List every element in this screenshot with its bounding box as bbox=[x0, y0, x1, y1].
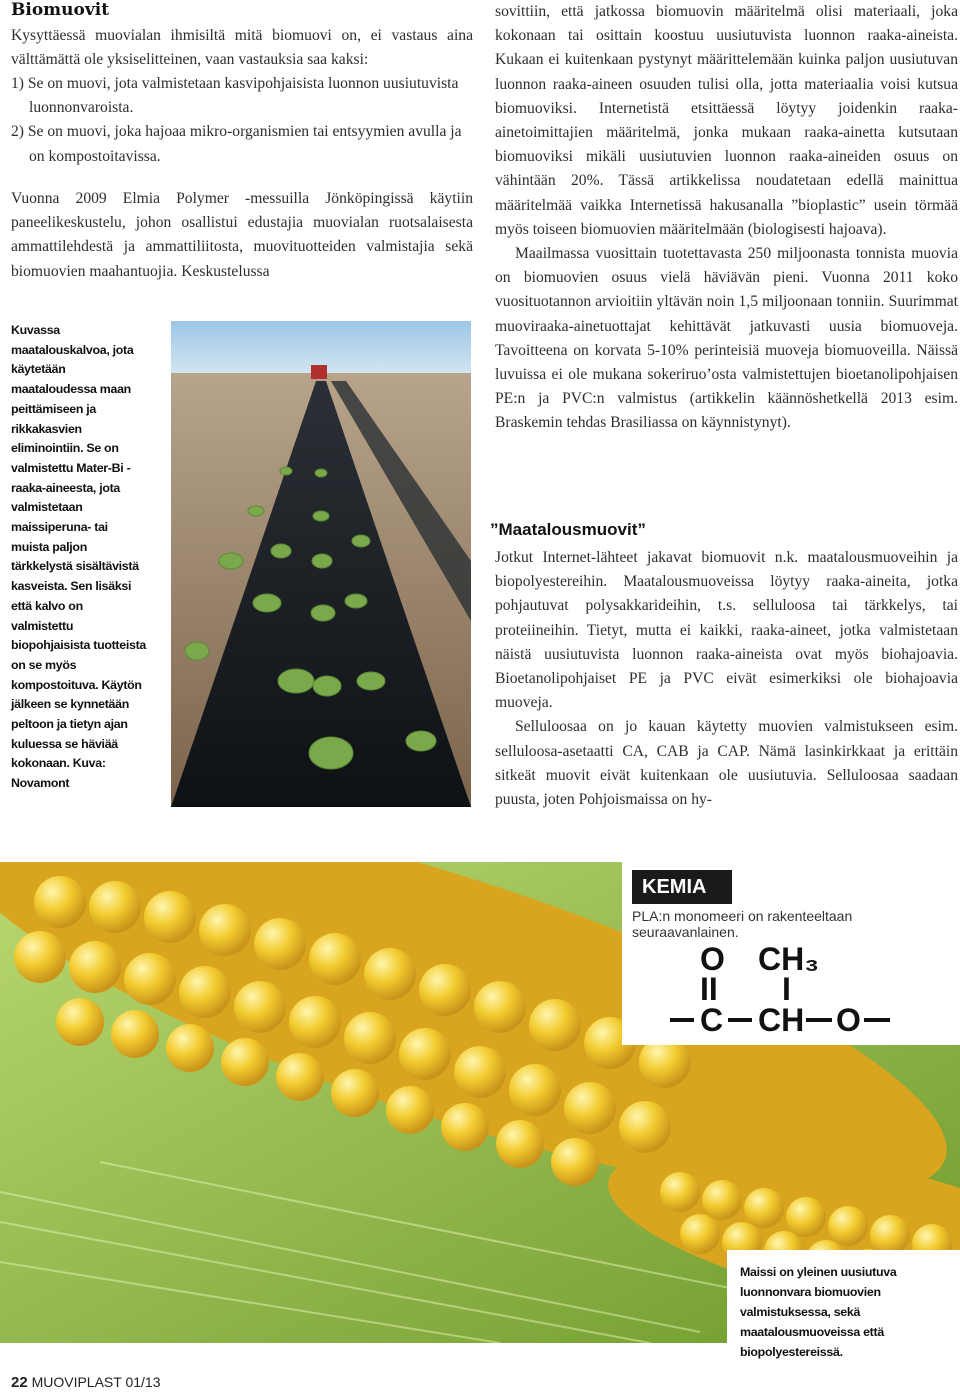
page-number: 22 bbox=[11, 1374, 28, 1391]
field-photo-caption: Kuvassa maatalouskalvoa, jota käytetään maataloudessa maan peittämiseen ja rikkakasvien eliminointiin. Se on valmistettu Mater-Bi -raaka-aineesta, jota valmistetaan maissiperuna- tai muista paljon tärkkelystä sisältävistä kasveista. Sen lisäksi että kalvo on valmistettu biopohjaisista tuotteista on se myös kompostoituva. Käytön jälkeen se kynnetään peltoon ja tietyn ajan kuluessa se häviää kokonaan. Kuva: Novamont bbox=[11, 323, 147, 791]
pla-monomer-formula bbox=[632, 934, 952, 1039]
formula-ch3: CH₃ bbox=[758, 941, 820, 977]
kemia-label: KEMIA bbox=[632, 870, 732, 904]
formula-o-top: O bbox=[700, 941, 725, 977]
article-paragraph: Selluloosaa on jo kauan käytetty muovien valmistukseen esim. selluloosa-asetaatti CA, CAB ja CAP. Nämä lasinkirkkaat ja erittäin sitkeät muovit eivät kuitenkaan ole uusiutuvia. Selluloosaa saadaan puusta, joten Pohjoismaissa on hy- bbox=[495, 718, 958, 809]
formula-ch: CH bbox=[758, 1002, 805, 1038]
definition-list bbox=[11, 72, 473, 169]
formula-o: O bbox=[836, 1002, 861, 1038]
article-title: Biomuovit bbox=[11, 0, 110, 20]
right-column-lower bbox=[495, 546, 958, 812]
article-paragraph: Vuonna 2009 Elmia Polymer -messuilla Jönköpingissä käytiin paneelikeskustelu, johon osallistui edustajia muovialan ruotsalaisesta ammattilehdestä ja ammattiliitosta, muovituotteiden valmistajia sekä biomuovien maahantuojia. Keskustelussa bbox=[11, 190, 473, 280]
list-item: 1) Se on muovi, jota valmistetaan kasvipohjaisista luonnon uusiutuvista luonnonvaroista. bbox=[11, 75, 459, 117]
formula-c: C bbox=[700, 1002, 724, 1038]
kemia-box bbox=[622, 862, 960, 1045]
article-paragraph: Jotkut Internet-lähteet jakavat biomuovit n.k. maatalousmuoveihin ja biopolyestereihin. Maatalousmuoveissa löytyy raaka-aineita, jotka pohjautuvat polysakkarideihin, t.s. selluloosa tai tärkkelys, tai proteiineihin. Tietyt, mutta ei kaikki, raaka-aineet, jotka valmistetaan näistä uusiutuvista luonnon raaka-aineista ovat myös biohajoavia. Bioetanolipohjaiset PE ja PVC eivät esimerkiksi ole biohajoavia muoveja. bbox=[495, 549, 958, 712]
article-paragraph: sovittiin, että jatkossa biomuovin määritelmä olisi materiaali, joka kokonaan tai osittain koostuu uusiutuvista luonnon raaka-aineista. Kukaan ei kuitenkaan pystynyt määrittelemään kuinka paljon uusiutuvan luonnon raaka-aineen osuuden tulisi olla, jotta materiaalia voisi kutsua biomuoviksi. Internetistä etsittäessä löytyy joidenkin raaka-ainetoimittajien määritelmä, jonka mukaan raaka-ainetta kutsutaan biomuoviksi mikäli uusiutuvien luonnon raaka-aineiden osuus on vähintään 20%. Tässä artikkelissa noudatetaan edellä mainittua määritelmää vaikka Internetissä hakusanalla ”bioplastic” usein törmää myös toiseen biomuovien määritelmään (biologisesti hajoava). bbox=[495, 3, 958, 238]
section-heading: ”Maatalousmuovit” bbox=[490, 520, 646, 539]
kemia-text: PLA:n monomeeri on rakenteeltaan seuraavanlainen. bbox=[632, 908, 853, 940]
magazine-issue: MUOVIPLAST 01/13 bbox=[31, 1374, 161, 1390]
page-footer bbox=[11, 1374, 161, 1391]
formula-double-bond: II bbox=[700, 971, 718, 1007]
formula-single-bond: I bbox=[782, 971, 791, 1007]
article-intro: Kysyttäessä muovialan ihmisiltä mitä biomuovi on, ei vastaus aina välttämättä ole yksiselitteinen, vaan vastauksia saa kaksi: bbox=[11, 27, 473, 69]
corn-photo-caption: Maissi on yleinen uusiutuva luonnonvara biomuovien valmistuksessa, sekä maatalousmuoveissa että biopolyestereissä. bbox=[740, 1265, 897, 1359]
article-paragraph: Maailmassa vuosittain tuotettavasta 250 miljoonasta tonnista muovia on biomuovien osuus vielä häviävän pieni. Vuonna 2011 koko vuosituotannon arvioitiin yltävän noin 1,5 miljoonaan tonniin. Suurimmat muoviraaka-ainetuottajat kehittävät jatkuvasti uusia biomuoveja. Tavoitteena on korvata 5-10% perinteisiä muoveja biomuoveilla. Näissä luvuissa ei ole mukana sokeriruo’osta valmistettujen bioetanolipohjaisen PE:n ja PVC:n valmistus (artikkelin käännöshetkellä 2013 esim. Braskemin tehdas Brasiliassa on käynnistynyt). bbox=[495, 245, 958, 432]
right-column bbox=[495, 0, 958, 436]
field-mulch-photo bbox=[171, 321, 471, 807]
field-photo-image bbox=[171, 321, 471, 807]
list-item: 2) Se on muovi, joka hajoaa mikro-organismien tai entsyymien avulla ja on kompostoitavissa. bbox=[11, 123, 462, 165]
